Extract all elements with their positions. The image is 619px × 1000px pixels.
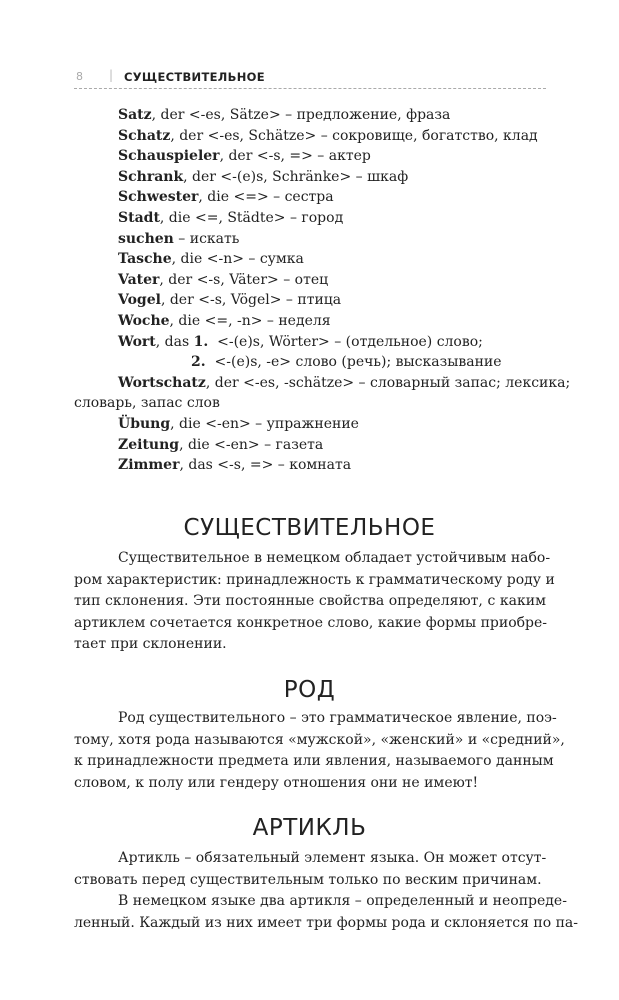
entry-text: , der <-es, Schätze> – сокровище, богатство, клад: [170, 127, 538, 144]
entry-text: , das <-s, => – комната: [179, 457, 352, 474]
vocab-entry: [74, 435, 546, 456]
section-body: [74, 548, 555, 656]
vocab-entry: [74, 208, 546, 229]
text-line: тому, хотя рода называются «мужской», «женский» и «средний»,: [74, 731, 565, 748]
section-heading: АРТИКЛЬ: [252, 815, 367, 841]
headword: suchen: [118, 230, 174, 247]
headword: Vater: [118, 271, 160, 288]
sense-text: <-(e)s, Wörter> – (отдельное) слово;: [208, 333, 483, 350]
vocab-entry: [74, 290, 546, 311]
sense-text: <-(e)s, -e> слово (речь); высказывание: [205, 354, 502, 371]
vocab-entry: [74, 455, 546, 476]
vocab-entry-wort-sense-2: [74, 352, 546, 373]
section-heading: СУЩЕСТВИТЕЛЬНОЕ: [183, 515, 436, 541]
headword: Vogel: [118, 292, 161, 309]
headword: Satz: [118, 107, 152, 123]
vocab-entry: [74, 270, 546, 291]
vocab-entry: [74, 249, 546, 270]
text-line: тает при склонении.: [74, 636, 227, 652]
text-line: Род существительного – это грамматическое явление, поэ-: [118, 710, 557, 726]
headword: Schatz: [118, 127, 171, 144]
page-number: 8: [76, 70, 83, 83]
text-line: тип склонения. Эти постоянные свойства определяют, с каким: [74, 593, 546, 609]
entry-text: , der <-(e)s, Schränke> – шкаф: [183, 168, 409, 185]
running-header: [74, 68, 546, 89]
text-line: словом, к полу или гендеру отношения они не имеют!: [74, 774, 479, 791]
entry-text: , die <-n> – сумка: [171, 251, 304, 268]
entry-text: , die <=, Städte> – город: [159, 209, 344, 226]
vocab-entry-wortschatz: [74, 373, 571, 394]
entry-text: , die <=> – сестра: [198, 189, 334, 206]
article: , das: [155, 333, 194, 350]
vocab-entry: [74, 105, 546, 126]
text-line: ствовать перед существительным только по веским причинам.: [74, 871, 542, 888]
text-line: артиклем сочетается конкретное слово, какие формы приобре-: [74, 614, 548, 631]
vocab-entry: [74, 146, 546, 167]
vocab-entry: [74, 229, 546, 250]
section-heading: РОД: [283, 677, 336, 703]
headword: Schauspieler: [118, 148, 220, 165]
headword: Woche: [118, 312, 170, 329]
headword: Schrank: [118, 168, 184, 185]
section-body: [74, 708, 565, 794]
vocab-entry-wort: [74, 332, 546, 353]
text-line: Артикль – обязательный элемент языка. Он может отсут-: [118, 850, 547, 866]
vocab-entry: [74, 126, 546, 147]
headword: Wortschatz: [118, 374, 206, 391]
text-line: ленный. Каждый из них имеет три формы рода и склоняется по па-: [74, 914, 578, 931]
entry-text: , die <=, -n> – неделя: [169, 312, 331, 329]
entry-text: , der <-s, Vögel> – птица: [160, 292, 342, 309]
text-line: В немецком языке два артикля – определенный и неопреде-: [118, 893, 567, 909]
headword: Tasche: [118, 251, 172, 268]
text-line: к принадлежности предмета или явления, называемого данным: [74, 753, 554, 769]
headword: Übung: [118, 415, 171, 432]
text-line: Существительное в немецком обладает устойчивым набо-: [118, 550, 551, 566]
vocab-entry: [74, 187, 546, 208]
headword: Schwester: [118, 189, 199, 206]
entry-text: , der <-es, Sätze> – предложение, фраза: [151, 107, 451, 123]
section-body: [74, 848, 578, 934]
sense-number: 1.: [193, 333, 209, 350]
headword: Zeitung: [118, 436, 180, 453]
entry-text: , der <-s, Väter> – отец: [159, 271, 329, 288]
entry-text: , die <-en> – газета: [179, 436, 324, 453]
sense-number: 2.: [191, 354, 206, 371]
headword: Zimmer: [118, 457, 180, 474]
vocab-entry: [74, 311, 546, 332]
entry-continuation: словарь, запас слов: [74, 395, 220, 412]
header-title: СУЩЕСТВИТЕЛЬНОЕ: [124, 70, 265, 84]
vocab-entry: [74, 167, 546, 188]
headword: Stadt: [118, 209, 160, 226]
text-line: ром характеристик: принадлежность к грамматическому роду и: [74, 571, 555, 588]
entry-text: – искать: [173, 230, 240, 247]
vocabulary-list: [74, 105, 571, 476]
vocab-entry: [74, 414, 546, 435]
entry-text: , der <-es, -schätze> – словарный запас; лексика;: [205, 374, 571, 391]
header-separator: |: [109, 68, 114, 82]
entry-text: , die <-en> – упражнение: [170, 415, 359, 432]
entry-text: , der <-s, => – актер: [219, 148, 371, 165]
headword: Wort: [118, 333, 156, 350]
